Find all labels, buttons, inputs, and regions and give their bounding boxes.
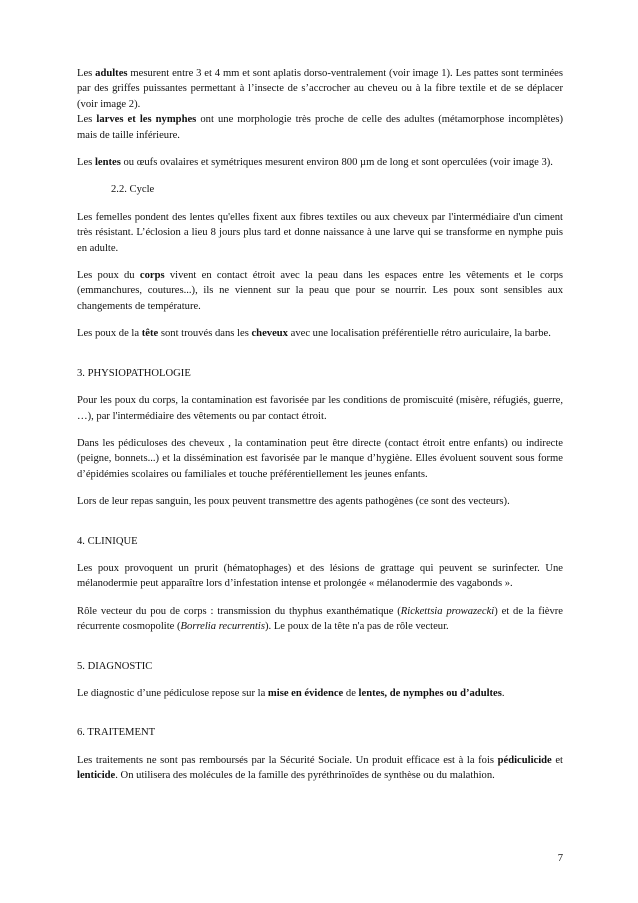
paragraph-role-vecteur: Rôle vecteur du pou de corps : transmission du thyphus exanthématique (Rickettsia prowazecki) et de la fièvre récurrente cosmopolite (Borrelia recurrentis). Le poux de la tête n'a pas de rôle vecteur. — [77, 605, 563, 633]
italic-term: Borrelia recurrentis — [180, 621, 265, 633]
bold-term: lentes, de nymphes ou d’adultes — [358, 687, 502, 699]
paragraph-prurit: Les poux provoquent un prurit (hématophages) et des lésions de grattage qui peuvent se surinfecter. Une mélanodermie peut apparaître lors d’infestation intense et prolongée « mélanodermie des vagabonds ». — [77, 562, 563, 590]
subheading-cycle: 2.2. Cycle — [111, 184, 155, 196]
bold-term: mise en évidence — [267, 687, 344, 699]
paragraph-contamination-corps: Pour les poux du corps, la contamination est favorisée par les conditions de promiscuité (misère, réfugiés, guerre, …), par l'intermédiaire des vêtements ou par contact étroit. — [77, 395, 563, 422]
paragraph-contamination-cheveux: Dans les pédiculoses des cheveux , la contamination peut être directe (contact étroit entre enfants) ou indirecte (peigne, bonnets...) et la dissémination est favorisée par le manque d’hygiène. Elles évoluent souvent sous forme d’épidémies scolaires ou familiales et touche préférentiellement les jeunes enfants. — [77, 437, 563, 480]
paragraph-diagnostic: Le diagnostic d’une pédiculose repose sur la mise en évidence de lentes, de nymphes ou d’adultes. — [77, 687, 505, 699]
paragraph-cycle: Les femelles pondent des lentes qu'elles fixent aux fibres textiles ou aux cheveux par l'intermédiaire d'un ciment très résistant. L’éclosion a lieu 8 jours plus tard et donne naissance à une larve qui se transforme en nymphe puis en adulte. — [77, 211, 563, 254]
paragraph-vecteurs: Lors de leur repas sanguin, les poux peuvent transmettre des agents pathogènes (ce sont des vecteurs). — [77, 496, 510, 508]
bold-term: lentes — [94, 157, 121, 169]
paragraph-larves-nymphes: Les larves et les nymphes ont une morphologie très proche de celle des adultes (métamorphose incomplètes) mais de taille inférieure. — [77, 114, 563, 141]
paragraph-poux-corps: Les poux du corps vivent en contact étroit avec la peau dans les espaces entre les vêtements et le corps (emmanchures, coutures...), ils ne viennent sur la peau que pour se nourrir. Les poux sont sensibles aux changements de température. — [77, 270, 563, 312]
bold-term: larves et les nymphes — [96, 114, 197, 126]
paragraph-adultes: Les adultes mesurent entre 3 et 4 mm et sont aplatis dorso-ventralement (voir image 1). Les pattes sont terminées par des griffes puissantes permettant à l’insecte de s’accrocher au cheveu ou à la fibre textile et de se déplacer (voir image 2). — [77, 68, 563, 110]
page-number: 7 — [557, 853, 563, 864]
bold-term: pédiculicide — [497, 754, 552, 766]
heading-diagnostic: 5. DIAGNOSTIC — [77, 660, 153, 672]
italic-term: Rickettsia prowazecki — [400, 605, 495, 617]
paragraph-poux-tete: Les poux de la tête sont trouvés dans les cheveux avec une localisation préférentielle rétro auriculaire, la barbe. — [77, 328, 551, 340]
bold-term: cheveux — [251, 328, 288, 340]
bold-term: adultes — [95, 68, 128, 79]
bold-term: lenticide — [77, 770, 116, 782]
paragraph-traitement: Les traitements ne sont pas remboursés par la Sécurité Sociale. Un produit efficace est à la fois pédiculicide et lenticide. On utilisera des molécules de la famille des pyréthrinoïdes de synthèse ou du malathion. — [77, 754, 564, 782]
paragraph-lentes: Les lentes ou œufs ovalaires et symétriques mesurent environ 800 µm de long et sont operculées (voir image 3). — [77, 157, 553, 169]
page-body — [77, 66, 563, 784]
heading-physiopathologie: 3. PHYSIOPATHOLOGIE — [77, 367, 191, 379]
bold-term: corps — [139, 270, 165, 282]
bold-term: tête — [141, 328, 159, 340]
heading-traitement: 6. TRAITEMENT — [77, 727, 156, 739]
heading-clinique: 4. CLINIQUE — [77, 535, 138, 547]
